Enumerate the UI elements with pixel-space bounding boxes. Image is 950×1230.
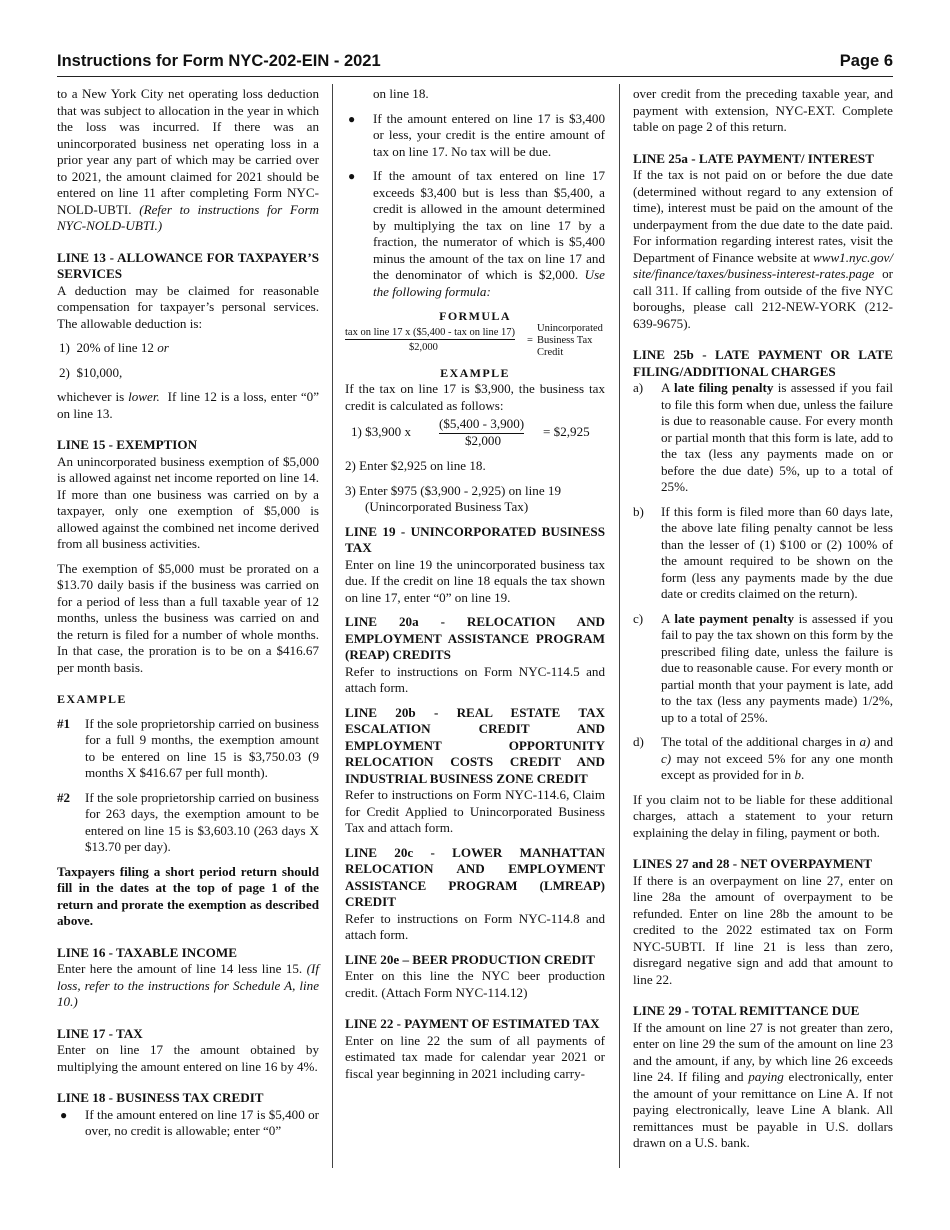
line-15-heading: LINE 15 - EXEMPTION [57, 437, 198, 452]
line-18-heading: LINE 18 - BUSINESS TAX CREDIT [57, 1090, 264, 1105]
example-step-3b: (Unincorporated Business Tax) [365, 499, 529, 514]
document-title: Instructions for Form NYC-202-EIN - 2021 [57, 52, 381, 70]
line-18-bullet-2: ● If the amount entered on line 17 is $3,400 or less, your credit is the entire amount of tax on line 17. No tax will be due. [348, 110, 605, 159]
line-15-paragraph-2: The exemption of $5,000 must be prorated on a $13.70 daily basis if the business was carried on for a period of less than a full taxable year of 12 months, unless the business was carried on and the return is filed for a number of whole months. In that case, the proration is to be on a $416.67 per month basis. [57, 560, 319, 675]
column-2 [345, 86, 605, 1082]
item-d: d) The total of the additional charges in a) and c) may not exceed 5% for any one month except as provided for in b. [633, 734, 893, 782]
line-17-heading: LINE 17 - TAX [57, 1025, 143, 1041]
line-18-continuation: on line 18. [373, 86, 429, 101]
item-c: c) A late payment penalty is assessed if you fail to pay the tax shown on this form by the prescribed filing date, unless the failure is due to reasonable cause. For every month or partial month that your payment is late, add to the tax (less any payments made) 1/2%, up to a total of 25%. [633, 610, 894, 725]
intro-paragraph: to a New York City net operating loss deduction that was subject to allocation in the year in which the loss was incurred. If there was an unincorporated business net operating loss in a prior year any part of which may be carried over to 2021, the amount claimed for 2021 should be entered on line 11 after completing Form NYC-NOLD-UBTI. (Refer to instructions for Form NYC-NOLD-UBTI.) [57, 86, 319, 233]
example-intro: If the tax on line 17 is $3,900, the business tax credit is calculated as follows: [345, 381, 605, 413]
line-20a-heading: LINE 20a - RELOCATION AND EMPLOYMENT ASSISTANCE PROGRAM (REAP) CREDITS [345, 614, 605, 662]
bullet-icon: ● [348, 111, 356, 126]
column-3 [633, 86, 893, 1152]
column-divider-1 [332, 84, 333, 1168]
example-step-3: 3) Enter $975 ($3,900 - 2,925) on line 19 [345, 482, 562, 498]
line-20c-text: Refer to instructions on Form NYC-114.8 and attach form. [345, 910, 605, 942]
page-header [57, 52, 893, 76]
example-1: #1 If the sole proprietorship carried on business for a full 9 months, the exemption amount to be entered on line 15 is $3,750.03 (9 months X $416.67 per full month). [57, 715, 319, 780]
bullet-icon: ● [60, 1107, 68, 1122]
line-22-heading: LINE 22 - PAYMENT OF ESTIMATED TAX [345, 1016, 600, 1031]
line-20e-heading: LINE 20e – BEER PRODUCTION CREDIT [345, 951, 595, 967]
finance-website-link[interactable]: www1.nyc.gov/site/finance/taxes/business-interest-rates.page [633, 249, 893, 281]
line-22-text: Enter on line 22 the sum of all payments of estimated tax made for calendar year 2021 or fiscal year beginning in 2021 including carry- [345, 1032, 605, 1081]
column-1 [57, 86, 319, 1140]
example-2: #2 If the sole proprietorship carried on business for 263 days, the exemption amount to be entered on line 15 is $3,603.10 (263 days X $13.70 per day). [57, 789, 319, 854]
line-18-bullet-3: ● If the amount of tax entered on line 17 exceeds $3,400 but is less than $5,400, a credit is allowed in the amount determined by multiplying the tax on line 17 by a fraction, the numerator of which is $5,400 minus the amount of the tax on line 17 and the denominator of which is $2,000. Use the following formula: [348, 168, 605, 299]
line-25a-text: If the tax is not paid on or before the due date (determined without regard to any extension of time), interest must be paid on the amount of the underpayment from the due date to the date paid. For information regarding interest rates, visit the Department of Finance website at www1.nyc.gov/site/finance/taxes/business-interest-rates.page or call 311. If calling from outside of the five NYC boroughs, please call 212-NEW-YORK (212-639-9675). [633, 167, 893, 331]
formula-label: FORMULA [439, 309, 511, 323]
column-divider-2 [619, 84, 620, 1168]
line-25a-heading: LINE 25a - LATE PAYMENT/ INTEREST [633, 150, 874, 166]
formula-denominator: $2,000 [409, 341, 438, 353]
line-16-text: Enter here the amount of line 14 less line 15. (If loss, refer to the instructions for Schedule A, line 10.) [57, 961, 319, 1009]
page-number: Page 6 [839, 52, 893, 70]
line-20c-heading: LINE 20c - LOWER MANHATTAN RELOCATION AND EMPLOYMENT ASSISTANCE PROGRAM (LMREAP) CREDIT [345, 844, 605, 909]
line-20b-heading: LINE 20b - REAL ESTATE TAX ESCALATION CREDIT AND EMPLOYMENT OPPORTUNITY RELOCATION COSTS CREDIT AND INDUSTRIAL BUSINESS ZONE CREDIT [345, 704, 605, 786]
line-29-text: If the amount on line 27 is not greater than zero, enter on line 29 the sum of the amount on line 23 and the amount, if any, by which line 26 exceeds line 24. If filing and paying electronically, enter the amount of your remittance on Line A. If not paying electronically, leave Line A blank. All remittances must be payable in U.S. dollars drawn on a U.S. bank. [633, 1019, 893, 1150]
item-a: a) A late filing penalty is assessed if you fail to file this form when due, unless the failure is due to reasonable cause. For every month or partial month that this form is late, add to the tax (less any payments made on or before the due date) 5%, up to a total of 25%. [633, 380, 893, 494]
line-22-continuation: over credit from the preceding taxable year, and payment with extension, NYC-EXT. Complete table on page 2 of this return. [633, 86, 893, 134]
formula-numerator: tax on line 17 x ($5,400 - tax on line 17) [345, 326, 516, 338]
line-19-heading: LINE 19 - UNINCORPORATED BUSINESS TAX [345, 523, 605, 555]
line-16-heading: LINE 16 - TAXABLE INCOME [57, 944, 237, 960]
line-13-item-1: 1) 20% of line 12 or [59, 340, 169, 355]
line-13-after: whichever is lower. If line 12 is a loss, enter “0” on line 13. [57, 389, 319, 421]
line-20b-text: Refer to instructions on Form NYC-114.6, Claim for Credit Applied to Unincorporated Business Tax and attach form. [345, 787, 605, 835]
bullet-icon: ● [348, 169, 356, 183]
line-17-text: Enter on line 17 the amount obtained by multiplying the amount entered on line 16 by 4%. [57, 1042, 319, 1074]
line-20e-text: Enter on this line the NYC beer production credit. (Attach Form NYC-114.12) [345, 968, 605, 1000]
example-step-1: 1) $3,900 x ($5,400 - 3,900) $2,000 = $2,925 [351, 416, 590, 448]
line-27-28-heading: LINES 27 and 28 - NET OVERPAYMENT [633, 856, 873, 871]
line-13-heading: LINE 13 - ALLOWANCE FOR TAXPAYER’S SERVICES [57, 249, 319, 281]
line-15-paragraph-1: An unincorporated business exemption of $5,000 is allowed against net income reported on line 14. If more than one business was carried on by a taxpayer, only one exemption of $5,000 is allowed against the combined net income derived from all business activities. [57, 453, 319, 551]
line-13-text: A deduction may be claimed for reasonable compensation for taxpayer’s personal services. The allowable deduction is: [57, 282, 319, 331]
line-19-text: Enter on line 19 the unincorporated business tax due. If the credit on line 18 equals the tax shown on line 17, enter “0” on line 19. [345, 556, 605, 605]
example-label-2: EXAMPLE [440, 365, 510, 380]
formula [345, 322, 605, 365]
formula-result: Unincorporated Business Tax Credit [537, 322, 603, 358]
line-13-item-2: 2) $10,000, [59, 364, 123, 380]
line-27-28-text: If there is an overpayment on line 27, enter on line 28a the amount of overpayment to be refunded. Enter on line 28b the amount to be credited to the 2022 estimated tax on Form NYC-5UBTI. If line 21 is less than zero, disregard negative sign and add that amount to line 22. [633, 872, 893, 987]
header-rule [57, 76, 893, 77]
line-29-heading: LINE 29 - TOTAL REMITTANCE DUE [633, 1003, 860, 1018]
line-18-bullet-1: ● If the amount entered on line 17 is $5,400 or over, no credit is allowable; enter “0” [60, 1106, 319, 1138]
line-20a-text: Refer to instructions on Form NYC-114.5 and attach form. [345, 663, 605, 695]
short-period-note: Taxpayers filing a short period return should fill in the dates at the top of page 1 of the return and prorate the exemption as described above. [57, 863, 319, 928]
formula-equals: = [527, 334, 533, 346]
line-25b-heading: LINE 25b - LATE PAYMENT OR LATE FILING/ADDITIONAL CHARGES [633, 347, 893, 379]
example-label: EXAMPLE [57, 692, 127, 706]
example-step-2: 2) Enter $2,925 on line 18. [345, 458, 486, 473]
claim-note: If you claim not to be liable for these additional charges, attach a statement to your return explaining the delay in filing, payment or both. [633, 791, 893, 840]
item-b: b) If this form is filed more than 60 days late, the above late filing penalty cannot be less than the lesser of (1) $100 or (2) 100% of the amount required to be shown on the form (less any payments made by the due date or credits claimed on the return). [633, 503, 893, 601]
